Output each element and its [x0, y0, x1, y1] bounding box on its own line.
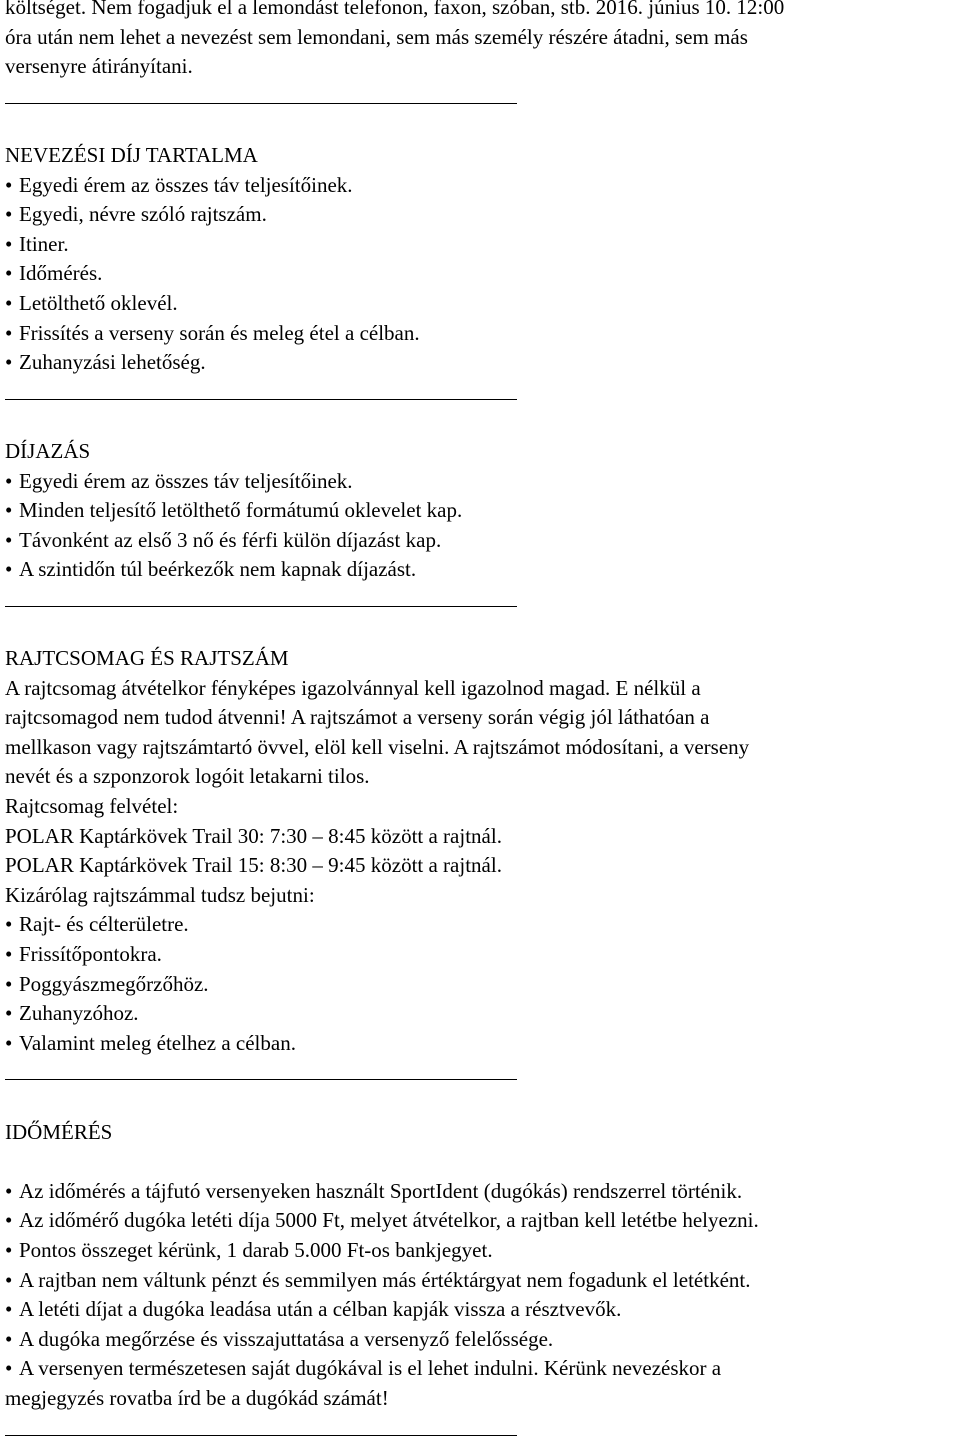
bullet-icon: • [5, 1178, 13, 1203]
intro-line: költséget. Nem fogadjuk el a lemondást telefonon, faxon, szóban, stb. 2016. június 10. 12:00 [5, 0, 785, 19]
list-item: • A letéti díjat a dugóka leadása után a célban kapják vissza a résztvevők. [5, 1295, 957, 1325]
section-heading: DÍJAZÁS [5, 438, 91, 463]
pickup-time-15: POLAR Kaptárkövek Trail 15: 8:30 – 9:45 között a rajtnál. [5, 853, 502, 878]
pickup-label: Rajtcsomag felvétel: [5, 794, 179, 819]
access-list [5, 910, 957, 1058]
list-item: • Időmérés. [5, 259, 957, 289]
list-item [5, 1354, 957, 1384]
list-item-continuation: megjegyzés rovatba írd be a dugókád számát! [5, 1385, 389, 1410]
paragraph-line: A rajtcsomag átvételkor fényképes igazolvánnyal kell igazolnod magad. E nélkül a [5, 675, 701, 700]
bullet-icon: • [5, 1267, 13, 1292]
section-idomeres [5, 1118, 957, 1414]
bullet-icon: • [5, 1297, 13, 1322]
section-heading: IDŐMÉRÉS [5, 1119, 113, 1144]
list-item: • Poggyászmegőrzőhöz. [5, 970, 957, 1000]
list-item: • Valamint meleg ételhez a célban. [5, 1029, 957, 1059]
list-item: • Frissítés a verseny során és meleg étel a célban. [5, 319, 957, 349]
list-item: • Frissítőpontokra. [5, 940, 957, 970]
section-dijazas [5, 437, 957, 585]
bullet-icon: • [5, 942, 13, 966]
list-item: • Itiner. [5, 230, 957, 260]
list-item: • Zuhanyzóhoz. [5, 999, 957, 1029]
list-item: • Az időmérés a tájfutó versenyeken használt SportIdent (dugókás) rendszerrel történik. [5, 1177, 957, 1207]
section-divider [5, 1414, 957, 1444]
list-item: • A dugóka megőrzése és visszajuttatása a versenyző felelőssége. [5, 1325, 957, 1355]
list-item: • Távonként az első 3 nő és férfi külön díjazást kap. [5, 526, 957, 556]
list-item: • A rajtban nem váltunk pénzt és semmilyen más értéktárgyat nem fogadunk el letétként. [5, 1266, 957, 1296]
section-divider [5, 585, 957, 615]
paragraph-line: rajtcsomagod nem tudod átvenni! A rajtszámot a verseny során végig jól láthatóan a [5, 705, 710, 730]
intro-line: óra után nem lehet a nevezést sem lemondani, sem más személy részére átadni, sem más [5, 24, 748, 49]
bullet-icon: • [5, 172, 13, 197]
list-item: • Az időmérő dugóka letéti díja 5000 Ft, melyet átvételkor, a rajtban kell letétbe helyezni. [5, 1206, 957, 1236]
dijazas-list [5, 467, 957, 585]
bullet-icon: • [5, 202, 13, 227]
bullet-icon: • [5, 468, 13, 493]
bullet-icon: • [5, 912, 13, 937]
bullet-icon: • [5, 290, 13, 315]
bullet-icon: • [5, 498, 13, 523]
bullet-icon: • [5, 1326, 13, 1351]
list-item: • Pontos összeget kérünk, 1 darab 5.000 Ft-os bankjegyet. [5, 1236, 957, 1266]
section-divider [5, 1058, 957, 1088]
bullet-icon: • [5, 1001, 13, 1026]
section-divider [5, 82, 957, 112]
list-item: • Minden teljesítő letölthető formátumú oklevelet kap. [5, 496, 957, 526]
document-page [5, 0, 957, 1443]
bullet-icon: • [5, 1356, 13, 1381]
bullet-icon: • [5, 320, 13, 345]
section-heading: NEVEZÉSI DÍJ TARTALMA [5, 142, 258, 167]
access-label: Kizárólag rajtszámmal tudsz bejutni: [5, 882, 315, 907]
bullet-icon: • [5, 350, 13, 375]
section-heading: RAJTCSOMAG ÉS RAJTSZÁM [5, 646, 289, 671]
section-nevezesi-dij [5, 141, 957, 378]
list-item: • Egyedi, névre szóló rajtszám. [5, 200, 957, 230]
bullet-icon: • [5, 1208, 13, 1233]
bullet-icon: • [5, 261, 13, 286]
bullet-icon: • [5, 231, 13, 256]
list-item-line: A versenyen természetesen saját dugókával is el lehet indulni. Kérünk nevezéskor a [19, 1356, 722, 1381]
bullet-icon: • [5, 1237, 13, 1262]
intro-line: versenyre átirányítani. [5, 54, 193, 79]
list-item: • Egyedi érem az összes táv teljesítőinek. [5, 171, 957, 201]
section-divider [5, 378, 957, 408]
list-item: • Rajt- és célterületre. [5, 910, 957, 940]
bullet-icon: • [5, 557, 13, 582]
nevezesi-list [5, 171, 957, 378]
list-item: • Egyedi érem az összes táv teljesítőinek. [5, 467, 957, 497]
list-item: • A szintidőn túl beérkezők nem kapnak díjazást. [5, 555, 957, 585]
idomeres-list [5, 1177, 957, 1384]
intro-paragraph [5, 0, 957, 82]
pickup-time-30: POLAR Kaptárkövek Trail 30: 7:30 – 8:45 között a rajtnál. [5, 823, 502, 848]
paragraph-line: mellkason vagy rajtszámtartó övvel, elöl kell viselni. A rajtszámot módosítani, a verseny [5, 734, 750, 759]
section-rajtcsomag [5, 644, 957, 1058]
list-item: • Letölthető oklevél. [5, 289, 957, 319]
list-item: • Zuhanyzási lehetőség. [5, 348, 957, 378]
paragraph-line: nevét és a szponzorok logóit letakarni tilos. [5, 764, 370, 789]
bullet-icon: • [5, 527, 13, 552]
bullet-icon: • [5, 971, 13, 996]
bullet-icon: • [5, 1030, 13, 1055]
